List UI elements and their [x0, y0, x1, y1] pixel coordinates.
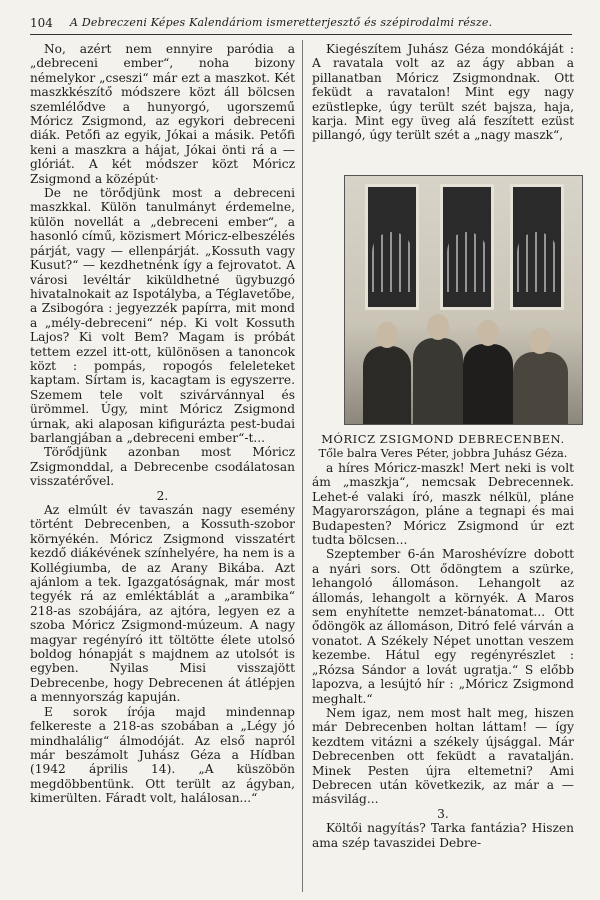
running-title: A Debreczeni Képes Kalendáriom ismeretterjesztő és szépirodalmi része. — [70, 16, 493, 29]
photo-head — [427, 314, 449, 340]
paragraph: E sorok írója majd mindennap felkereste a 218-as szobában a „Légy jó mindhalálig“ álmodóját. Az első napról már beszámolt Juhász Géza a Hídban (1942 április 14). „A küszöbön megdöbbentünk. Ott terült az ágyban, kimerülten. Fáradt volt, halálosan...“ — [30, 704, 295, 806]
section-number: 2. — [156, 488, 169, 503]
left-column — [30, 42, 295, 806]
page-number: 104 — [30, 16, 53, 30]
section-number: 3. — [437, 806, 449, 821]
photograph — [344, 175, 583, 425]
paragraph: a híres Móricz-maszk! Mert neki is volt ám „maszkja“, nemcsak Debrecennek. Lehet-é valaki író, maszk nélkül, pláne Magyarországon, pláne a tegnapi és mai Budapesten? Móricz Zsigmond úr ezt tudta bölcsen... — [312, 461, 574, 548]
paragraph: Szeptember 6-án Maroshévízre dobott a nyári sors. Ott ődöngtem a szürke, lehangoló állomáson. Lehangolt az állomás, lehangolt a környék. A Maros sem enyhítette nemzet-bánatomat... Ott ődöngök az állomáson, Ditró felé várván a vonatot. A Székely Népet unottan veszem kezembe. Hátul egy regényrészlet : „Rózsa Sándor a lovát ugratja.“ S előbb lapozva, a lesújtó hír : „Móricz Zsigmond meghalt.“ — [312, 547, 574, 706]
paragraph: De ne törődjünk most a debreceni maszkkal. Külön tanulmányt érdemelne, külön novellát a „debreceni ember“, a hasonló című, közismert Móricz-elbeszélés párját, vagy — ellenpárját. „Kossuth vagy Kusut?“ — kezdhetnénk így a fejrovatot. A városi levéltár kiküldhetné ügybuzgó hivatalnokait az Ispotályba, a Téglavetőbe, a Zsibogóra : jegyezzék papírra, mit mond a „mély-debreceni“ nép. Ki volt Kossuth Lajos? Ki volt Bem? Magam is próbát tettem ezzel itt-ott, különösen a tanoncok közt : pompás, ropogós feleleteket kaptam. Sírtam is, kacagtam is egyszerre. Szemem tele volt szivárvánnyal és ürömmel. Úgy, mint Móricz Zsigmond úrnak, aki alaposan kifigurázta pest-budai barlangjában a „debreceni ember“-t... — [30, 186, 295, 445]
photo-head — [477, 320, 499, 346]
paragraph: Költői nagyítás? Tarka fantázia? Hiszen ama szép tavaszidei Debre- — [312, 821, 574, 850]
caption-subtitle: Tőle balra Veres Péter, jobbra Juhász Géza. — [318, 446, 568, 460]
photo-person — [363, 346, 411, 424]
right-column-top — [312, 42, 574, 143]
photo-person — [513, 352, 568, 424]
running-header — [30, 14, 572, 35]
photo-person — [413, 338, 463, 424]
paragraph: Az elmúlt év tavaszán nagy esemény történt Debrecenben, a Kossuth-szobor környékén. Móricz Zsigmond visszatért kezdő diákévének színhelyére, ha nem is a Kollégiumba, de az Arany Bikába. Azt ajánlom a tek. Igazgatóságnak, már most tegyék rá az emléktáblát a „arambika“ 218-as szobájára, az ajtóra, legyen ez a szoba Móricz Zsigmond-múzeum. A nagy magyar regényíró itt töltötte élete utolsó boldog hónapját s majdnem az utolsót is egyben. Nyilas Misi visszajött Debrecenbe, hogy Debrecenen át átlépjen a mennyország kapuján. — [30, 503, 295, 705]
paragraph: Törődjünk azonban most Móricz Zsigmonddal, a Debrecenbe csodálatosan visszatérővel. — [30, 445, 295, 489]
caption-title: MÓRICZ ZSIGMOND DEBRECENBEN. — [321, 432, 565, 446]
photo-window — [510, 184, 564, 310]
photo-window — [440, 184, 494, 310]
photo-person — [463, 344, 513, 424]
photo-head — [376, 322, 398, 348]
photo-caption — [312, 432, 574, 460]
paragraph: Kiegészítem Juhász Géza mondókáját : A ravatala volt az az ágy abban a pillanatban Móricz Zsigmondnak. Ott feküdt a ravatalon! Mint egy nagy ezüstlepke, úgy terült szét bajsza, haja, karja. Mint egy üveg alá feszített ezüst pillangó, úgy terült szét a „nagy maszk“, — [312, 42, 574, 143]
photo-head — [529, 328, 551, 354]
column-divider — [302, 40, 303, 892]
photo-window — [365, 184, 419, 310]
right-column-bottom — [312, 461, 574, 850]
paragraph: Nem igaz, nem most halt meg, hiszen már Debrecenben holtan láttam! — így kezdtem vitázni a székely újsággal. Már Debrecenben ott feküdt a ravatalján. Minek Pesten újra eltemetni? Ami Debrecen után következik, az már a — másvilág... — [312, 705, 574, 807]
paragraph: No, azért nem ennyire paródia a „debreceni ember“, noha bizony némelykor „cseszi“ már ezt a maszkot. Két maszkkészítő módszere közt áll bölcsen szemlélődve a hunyorgó, ugorszemű Móricz Zsigmond, az egykori debreceni diák. Petőfi az egyik, Jókai a másik. Petőfi keni a maszkra a hájat, Jókai önti rá a — glóriát. A két módszer közt Móricz Zsigmond a középút· — [30, 42, 295, 186]
